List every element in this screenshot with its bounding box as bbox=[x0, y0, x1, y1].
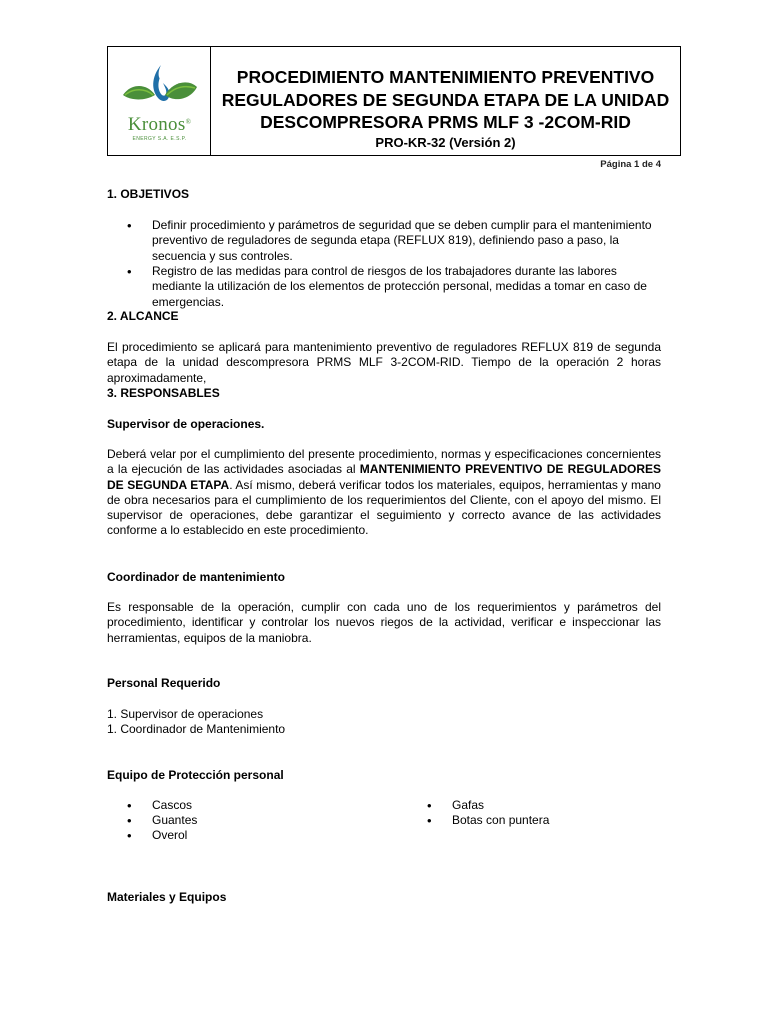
bold-activity-name: MANTENIMIENTO PREVENTIVO DE REGULADORES DE SEGUNDA ETAPA bbox=[107, 462, 661, 492]
bullet-icon: • bbox=[127, 264, 132, 279]
subheading-supervisor: Supervisor de operaciones. bbox=[107, 417, 265, 431]
bullet-icon: • bbox=[127, 798, 132, 813]
subheading-materiales: Materiales y Equipos bbox=[107, 890, 227, 904]
list-item bbox=[107, 218, 661, 264]
section-heading-objetivos: 1. OBJETIVOS bbox=[107, 187, 190, 201]
subheading-epp: Equipo de Protección personal bbox=[107, 768, 284, 782]
objective-text: Definir procedimiento y parámetros de seguridad que se deben cumplir para el mantenimiento preventivo de reguladores de segunda etapa (REFLUX 819), definiendo paso a paso, la secuencia y sus controles. bbox=[152, 218, 652, 263]
list-item: 1. Coordinador de Mantenimiento bbox=[107, 722, 286, 736]
company-logo bbox=[108, 47, 211, 155]
bullet-icon: • bbox=[127, 813, 132, 828]
kronos-logo-icon bbox=[121, 61, 199, 117]
list-item bbox=[107, 264, 661, 309]
supervisor-paragraph: Deberá velar por el cumplimiento del presente procedimiento, normas y especificaciones concernientes a la ejecución de las actividades asociadas al MANTENIMIENTO PREVENTIVO DE REGULADORES DE SEGUNDA ETAPA. Así mismo, deberá verificar todos los materiales, equipos, herramientas y mano de obra necesarios para el cumplimiento de los requerimientos del Cliente, con el apoyo del mismo. El supervisor de operaciones, debe garantizar el seguimiento y correcto avance de las actividades conforme a lo establecido en este procedimiento. bbox=[107, 447, 661, 538]
section-heading-responsables: 3. RESPONSABLES bbox=[107, 386, 220, 400]
list-item: 1. Supervisor de operaciones bbox=[107, 707, 264, 721]
document-title-line-1: PROCEDIMIENTO MANTENIMIENTO PREVENTIVO bbox=[236, 67, 655, 87]
bullet-icon: • bbox=[127, 828, 132, 843]
bullet-icon: • bbox=[427, 813, 432, 828]
logo-tagline: ENERGY S.A. E.S.P. bbox=[132, 136, 187, 142]
page-number: Página 1 de 4 bbox=[600, 159, 661, 170]
document-title-cell bbox=[211, 47, 680, 155]
bullet-icon: • bbox=[427, 798, 432, 813]
alcance-paragraph: El procedimiento se aplicará para mantenimiento preventivo de reguladores REFLUX 819 de segunda etapa de la unidad descompresora PRMS MLF 3-2COM-RID. Tiempo de la operación 2 horas aproximadamente, bbox=[107, 340, 661, 385]
document-title-line-3: DESCOMPRESORA PRMS MLF 3 -2COM-RID bbox=[260, 112, 631, 132]
document-page: Kronos® ENERGY S.A. E.S.P. PROCEDIMIENTO MANTENIMIENTO PREVENTIVO REGULADORES DE SEGUNDA ETAPA DE LA UNIDAD DESCOMPRESORA PRMS MLF 3 -2COM-RID PRO-KR-32 (Versión 2) Página 1 de 4 1. OBJETIVOS • Definir procedimiento y parámetros de seguridad que se deben cumplir para el mantenimiento preventivo de reguladores de segunda etapa (REFLUX 819), definiendo paso a paso, la secuencia y sus controles. • Registro de las medidas para control de riesgos de los trabajadores durante las labores mediante la utilización de los elementos de protección personal, medidas a tomar en caso de emergencias. 2. ALCANCE El procedimiento se aplicará para mantenimiento preventivo de reguladores REFLUX 819 de segunda etapa de la unidad descompresora PRMS MLF 3-2COM-RID. Tiempo de la operación 2 horas aproximadamente, 3. RESPONSABLES Supervisor de operaciones. Deberá velar por el cumplimiento del presente procedimiento, normas y especificaciones concernientes a la ejecución de las actividades asociadas al MANTENIMIENTO PREVENTIVO DE REGULADORES DE SEGUNDA ETAPA. Así mismo, deberá verificar todos los materiales, equipos, herramientas y mano de obra necesarios para el cumplimiento de los requerimientos del Cliente, con el apoyo del mismo. El supervisor de operaciones, debe garantizar el seguimiento y correcto avance de las actividades conforme a lo establecido en este procedimiento. Coordinador de mantenimiento Es responsable de la operación, cumplir con cada uno de los requerimientos y parámetros del procedimiento, identificar y controlar los nuevos riegos de la actividad, verificar e inspeccionar las herramientas, equipos de la maniobra. Personal Requerido 1. Supervisor de operaciones 1. Coordinador de Mantenimiento Equipo de Protección personal • Cascos • Guantes • Overol • Gafas • Botas con puntera Materiales y Equipos bbox=[0, 0, 768, 1024]
document-title-line-2: REGULADORES DE SEGUNDA ETAPA DE LA UNIDAD bbox=[221, 89, 670, 110]
document-code: PRO-KR-32 (Versión 2) bbox=[375, 134, 516, 150]
section-heading-alcance: 2. ALCANCE bbox=[107, 309, 179, 323]
logo-wordmark: Kronos® bbox=[127, 114, 192, 135]
document-header bbox=[107, 46, 681, 156]
objective-text: Registro de las medidas para control de riesgos de los trabajadores durante las labores mediante la utilización de los elementos de protección personal, medidas a tomar en caso de emergencias. bbox=[152, 264, 647, 309]
coordinador-paragraph: Es responsable de la operación, cumplir con cada uno de los requerimientos y parámetros del procedimiento, identificar y controlar los nuevos riegos de la actividad, verificar e inspeccionar las herramientas, equipos de la maniobra. bbox=[107, 600, 661, 645]
bullet-icon: • bbox=[127, 218, 132, 233]
subheading-personal: Personal Requerido bbox=[107, 676, 221, 690]
subheading-coordinador: Coordinador de mantenimiento bbox=[107, 570, 286, 584]
